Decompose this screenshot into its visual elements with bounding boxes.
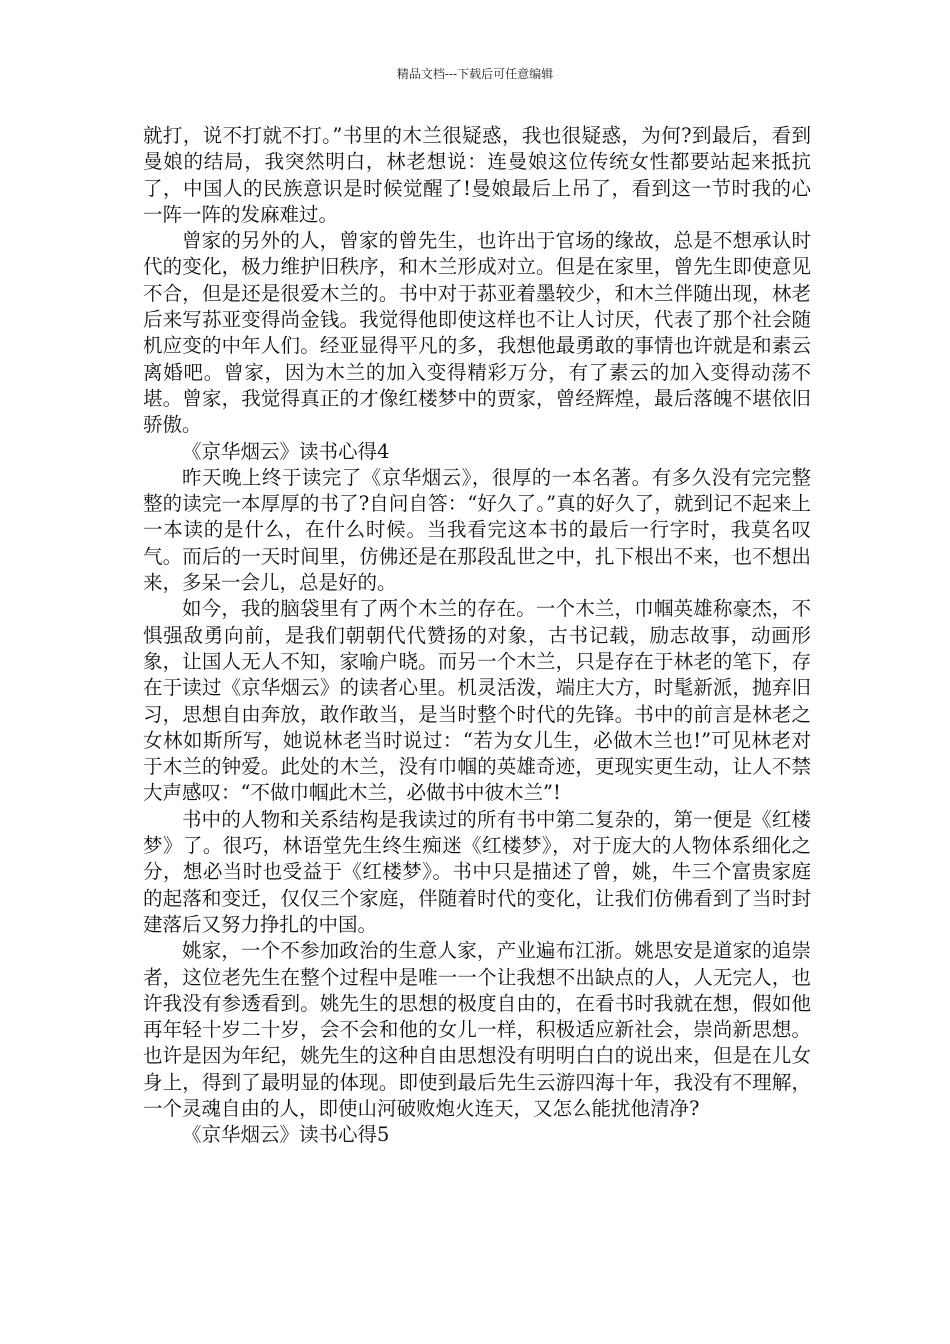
document-body	[143, 123, 811, 1149]
paragraph-finished-reading: 昨天晚上终于读完了《京华烟云》，很厚的一本名著。有多久没有完完整整的读完一本厚厚的书了?自问自答：“好久了。”真的好久了，就到记不起来上一本读的是什么，在什么时候。当我看完这本书的最后一行字时，我莫名叹气。而后的一天时间里，仿佛还是在那段乱世之中，扎下根出不来，也不想出来，多呆一会儿，总是好的。	[143, 465, 811, 595]
paragraph-yao-family: 姚家，一个不参加政治的生意人家，产业遍布江浙。姚思安是道家的追崇者，这位老先生在整个过程中是唯一一个让我想不出缺点的人，人无完人，也许我没有参透看到。姚先生的思想的极度自由的，在看书时我就在想，假如他再年轻十岁二十岁，会不会和他的女儿一样，积极适应新社会，崇尚新思想。也许是因为年纪，姚先生的这种自由思想没有明明白白的说出来，但是在儿女身上，得到了最明显的体现。即使到最后先生云游四海十年，我没有不理解，一个灵魂自由的人，即使山河破败炮火连天，又怎么能扰他清净?	[143, 939, 811, 1120]
section-heading-5: 《京华烟云》读书心得5	[182, 1123, 390, 1147]
section-heading-4: 《京华烟云》读书心得4	[182, 439, 390, 463]
paragraph-zeng-family: 曾家的另外的人，曾家的曾先生，也许出于官场的缘故，总是不想承认时代的变化，极力维护旧秩序，和木兰形成对立。但是在家里，曾先生即使意见不合，但是还是很爱木兰的。书中对于荪亚着墨较少，和木兰伴随出现，林老后来写荪亚变得尚金钱。我觉得他即使这样也不让人讨厌，代表了那个社会随机应变的中年人们。经亚显得平凡的多，我想他最勇敢的事情也许就是和素云离婚吧。曾家，因为木兰的加入变得精彩万分，有了素云的加入变得动荡不堪。曾家，我觉得真正的才像红楼梦中的贾家，曾经辉煌，最后落魄不堪依旧骄傲。	[143, 229, 811, 437]
page-header: 精品文档---下载后可任意编辑	[396, 67, 554, 81]
paragraph-continuation: 就打，说不打就不打。”书里的木兰很疑惑，我也很疑惑，为何?到最后，看到曼娘的结局，我突然明白，林老想说：连曼娘这位传统女性都要站起来抵抗了，中国人的民族意识是时候觉醒了!曼娘最后上吊了，看到这一节时我的心一阵一阵的发麻难过。	[143, 124, 811, 226]
paragraph-characters-structure: 书中的人物和关系结构是我读过的所有书中第二复杂的，第一便是《红楼梦》了。很巧，林语堂先生终生痴迷《红楼梦》，对于庞大的人物体系细化之分，想必当时也受益于《红楼梦》。书中只是描述了曾，姚，牛三个富贵家庭的起落和变迁，仅仅三个家庭，伴随着时代的变化，让我们仿佛看到了当时封建落后又努力挣扎的中国。	[143, 807, 811, 936]
paragraph-two-mulans: 如今，我的脑袋里有了两个木兰的存在。一个木兰，巾帼英雄称豪杰，不惧强敌勇向前，是我们朝朝代代赞扬的对象，古书记载，励志故事，动画形象，让国人无人不知，家喻户晓。而另一个木兰，只是存在于林老的笔下，存在于读过《京华烟云》的读者心里。机灵活泼，端庄大方，时髦新派，抛弃旧习，思想自由奔放，敢作敢当，是当时整个时代的先锋。书中的前言是林老之女林如斯所写，她说林老当时说过：“若为女儿生，必做木兰也!”可见林老对于木兰的钟爱。此处的木兰，没有巾帼的英雄奇迹，更现实更生动，让人不禁大声感叹：“不做巾帼此木兰，必做书中彼木兰”!	[143, 597, 811, 805]
